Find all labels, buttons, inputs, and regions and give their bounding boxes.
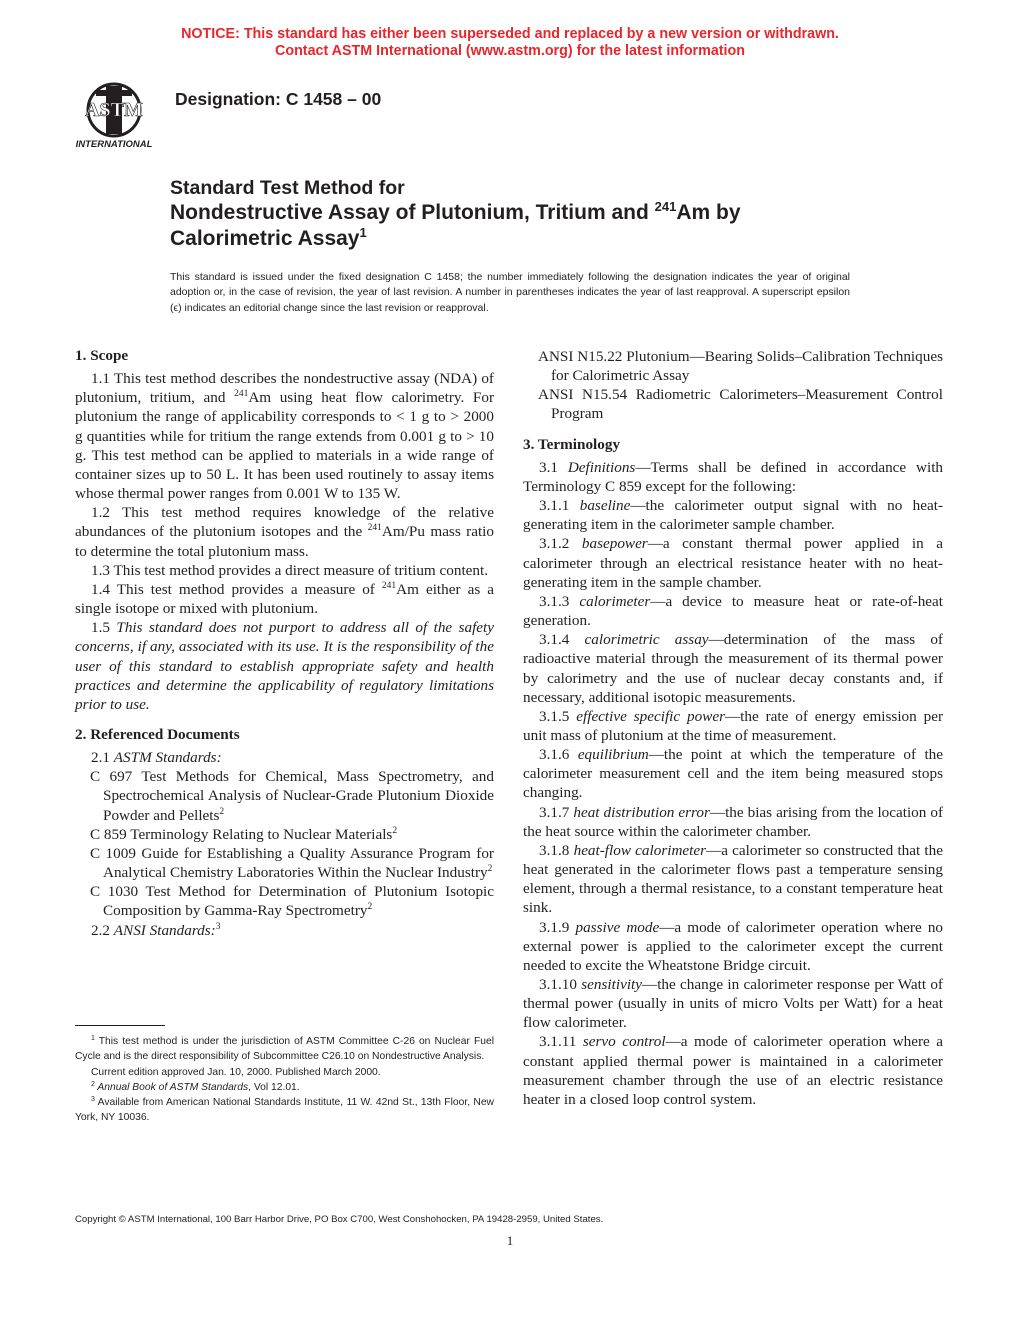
paragraph-1-5: 1.5 This standard does not purport to address all of the safety concerns, if any, associated with its use. It is the responsibility of the user of this standard to establish appropriate safety and health practices and determine the applicability of regulatory limitations prior to use. [75,619,495,713]
ansi-standards-label: 2.2 ANSI Standards:$^3$ [91,921,221,939]
reference-ansi-n15-54: ANSI N15.54 Radiometric Calorimeters–Measurement Control Program [538,386,943,423]
reference-c1009: C 1009 Guide for Establishing a Quality Assurance Program for Analytical Chemistry Laboratories Within the Nuclear Industry$^2$ [90,844,494,882]
right-column [523,347,943,1109]
footnote-3: $^3$ Available from American National Standards Institute, 11 W. 42nd St., 13th Floor, New York, NY 10036. [75,1096,494,1124]
notice-line-2: Contact ASTM International (www.astm.org) for the latest information [275,43,745,59]
definition-item: 3.1.5 effective specific power—the rate of energy emission per unit mass of plutonium at the time of measurement. [523,707,944,744]
astm-standards-label: 2.1 ASTM Standards: [91,749,222,767]
issuance-note: This standard is issued under the fixed designation C 1458; the number immediately following the designation indicates the year of original adoption or, in the case of revision, the year of last revision. A number in parentheses indicates the year of last reapproval. A superscript epsilon (ϵ) indicates an editorial change since the last revision or reapproval. [170,271,850,314]
definition-item: 3.1.8 heat-flow calorimeter—a calorimeter so constructed that the heat generated in the calorimeter flows past a temperature sensing element, through a thermal resistance, to a constant temperature heat sink. [523,841,943,917]
definition-list [523,496,943,1109]
reference-c697: C 697 Test Methods for Chemical, Mass Spectrometry, and Spectrochemical Analysis of Nuclear-Grade Plutonium Dioxide Powder and Pellets$^2$ [90,768,494,824]
section-heading-scope: 1. Scope [75,347,129,364]
paragraph-1-4: 1.4 This test method provides a measure of $^{241}$Am either as a single isotope or mixed with plutonium. [75,580,494,618]
footnote-2: $^2$ Annual Book of ASTM Standards, Vol 12.01. [91,1080,300,1093]
astm-logo [66,80,162,152]
section-heading-referenced-documents: 2. Referenced Documents [75,725,240,743]
definition-item: 3.1.3 calorimeter—a device to measure heat or rate-of-heat generation. [523,592,943,630]
definition-item: 3.1.2 basepower—a constant thermal power applied in a calorimeter through an electrical resistance heater with no heat-generating item in the sample chamber. [523,535,944,591]
definition-item: 3.1.4 calorimetric assay—determination of the mass of radioactive material through the measurement of its thermal power by calorimetry and the use of nuclear decay constants and, if necessary, additional isotopic measurements. [523,631,943,706]
definition-item: 3.1.1 baseline—the calorimeter output signal with no heat-generating item in the calorimeter sample chamber. [523,497,943,534]
paragraph-1-1: 1.1 This test method describes the nondestructive assay (NDA) of plutonium, tritium, and $^{241}$Am using heat flow calorimetry. For plutonium the range of applicability corresponds to < 1 g to > 2000 g quantities while for tritium the range extends from 0.001 g to > 10 g. This test method can be applied to materials in a wide range of container sizes up to 50 L. It has been used routinely to assay items whose thermal power ranges from 0.001 W to 135 W. [75,370,494,503]
logo-subtext: INTERNATIONAL [75,139,153,150]
paragraph-1-2: 1.2 This test method requires knowledge of the relative abundances of the plutonium isotopes and the $^{241}$Am/Pu mass ratio to determine the total plutonium mass. [75,504,494,560]
definition-item: 3.1.11 servo control—a mode of calorimeter operation where a constant applied thermal power is maintained in a calorimeter measurement chamber through the use of an electric resistance heater in a closed loop control system. [523,1033,943,1108]
title-line-2: Nondestructive Assay of Plutonium, Tritium and $^{241}$Am by [170,199,741,224]
footnotes [75,1034,494,1126]
reference-ansi-n15-22: ANSI N15.22 Plutonium—Bearing Solids–Calibration Techniques for Calorimetric Assay [538,348,943,385]
copyright: Copyright © ASTM International, 100 Barr Harbor Drive, PO Box C700, West Conshohocken, PA 19428-2959, United States. [75,1214,604,1225]
designation: Designation: C 1458 – 00 [175,89,382,109]
definition-item: 3.1.9 passive mode—a mode of calorimeter operation where no external power is applied to the calorimeter except the current needed to excite the Wheatstone Bridge circuit. [523,918,944,974]
definition-item: 3.1.10 sensitivity—the change in calorimeter response per Watt of thermal power (usually in units of micro Volts per Watt) for a heat flow calorimeter. [523,976,943,1032]
notice-line-1: NOTICE: This standard has either been superseded and replaced by a new version or withdrawn. [181,26,839,42]
document-title [170,176,890,252]
footnote-1: $^1$ This test method is under the jurisdiction of ASTM Committee C-26 on Nuclear Fuel Cycle and is the direct responsibility of Subcommittee C26.10 on Nondestructive Analysis. [75,1035,494,1063]
title-line-3: Calorimetric Assay$^1$ [170,225,367,250]
page-number: 1 [506,1233,514,1248]
title-line-1: Standard Test Method for [170,177,405,199]
paragraph-3-1: 3.1 Definitions—Terms shall be defined in accordance with Terminology C 859 except for the following: [523,458,944,495]
logo-text: ASTM [85,99,143,121]
reference-c1030: C 1030 Test Method for Determination of Plutonium Isotopic Composition by Gamma-Ray Spectrometry$^2$ [90,883,494,920]
definition-item: 3.1.7 heat distribution error—the bias arising from the location of the heat source within the calorimeter chamber. [523,803,943,840]
footnote-1-edition: Current edition approved Jan. 10, 2000. Published March 2000. [91,1066,381,1078]
section-heading-terminology: 3. Terminology [523,435,621,453]
definition-item: 3.1.6 equilibrium—the point at which the temperature of the calorimeter measurement cell and the item being measured stops changing. [523,746,943,802]
withdrawal-notice [0,26,1020,60]
reference-c859: C 859 Terminology Relating to Nuclear Materials$^2$ [90,825,398,843]
footnote-rule [75,1025,165,1026]
left-column [75,346,494,940]
paragraph-1-3: 1.3 This test method provides a direct measure of tritium content. [91,561,489,579]
